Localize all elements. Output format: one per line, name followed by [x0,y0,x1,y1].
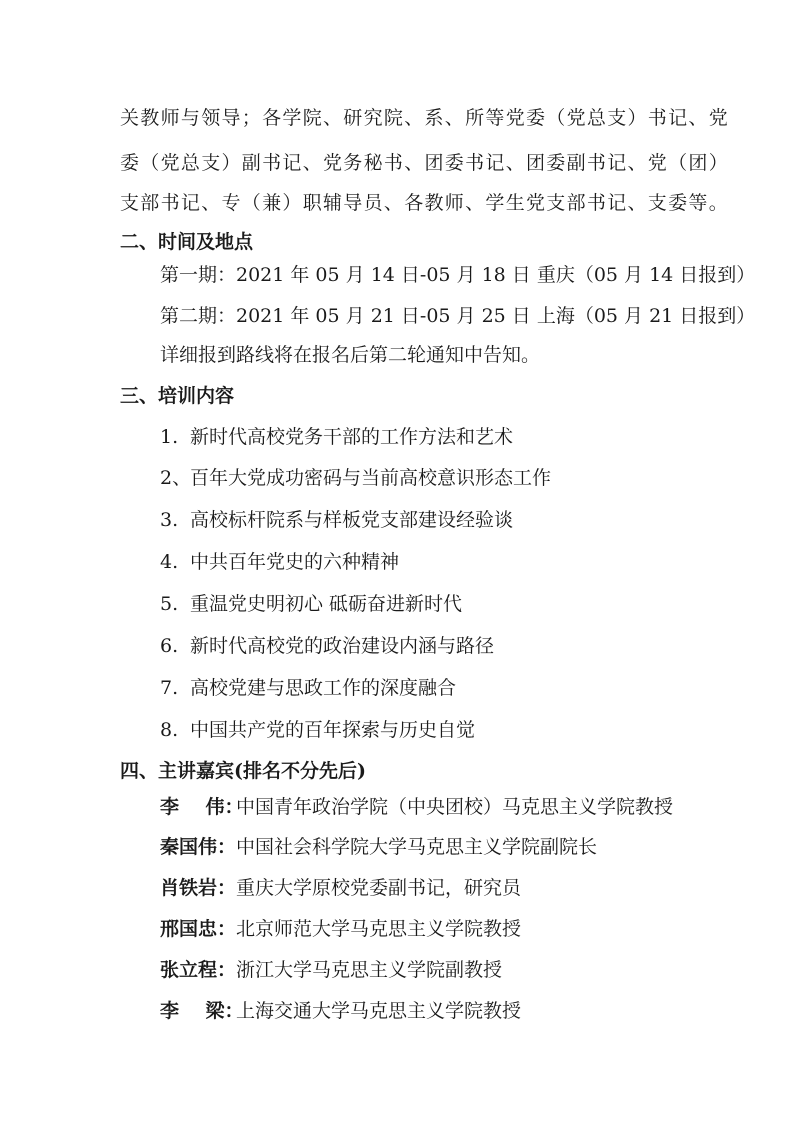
speaker-name: 李 梁： [160,1000,244,1022]
course-number: 3. [160,509,179,531]
speaker-row [160,835,597,859]
speaker-title: 重庆大学原校党委副书记，研究员 [236,877,522,899]
speaker-title: 中国社会科学院大学马克思主义学院副院长 [236,836,598,858]
course-item [160,550,399,574]
section-heading-time: 二、时间及地点 [120,231,254,253]
time-line-1: 第一期：2021 年 05 月 14 日-05 月 18 日 重庆（05 月 14 日报到） [160,264,756,286]
speaker-row [160,999,521,1023]
speaker-title: 北京师范大学马克思主义学院教授 [236,918,522,940]
section-heading-speakers: 四、主讲嘉宾(排名不分先后) [120,760,366,782]
intro-line-1: 关教师与领导；各学院、研究院、系、所等党委（党总支）书记、党 [120,107,730,129]
section-heading-content: 三、培训内容 [120,385,235,407]
speaker-title: 上海交通大学马克思主义学院教授 [236,1000,522,1022]
course-text: 高校标杆院系与样板党支部建设经验谈 [190,509,514,531]
course-text: 重温党史明初心 砥砺奋进新时代 [190,593,463,615]
course-item [160,676,456,700]
course-number: 7. [160,677,179,699]
course-number: 4. [160,551,179,573]
course-item [160,592,462,616]
course-text: 高校党建与思政工作的深度融合 [190,677,457,699]
speaker-name: 邢国忠： [160,918,237,940]
speaker-row [160,876,521,900]
course-item [160,718,475,742]
course-number: 8. [160,719,179,741]
course-text: 新时代高校党务干部的工作方法和艺术 [190,426,514,448]
time-line-3: 详细报到路线将在报名后第二轮通知中告知。 [160,344,541,366]
time-line-2: 第二期：2021 年 05 月 21 日-05 月 25 日 上海（05 月 21 日报到） [160,305,756,327]
course-item [160,425,513,449]
course-item [160,634,494,658]
course-number: 1. [160,426,179,448]
course-text: 新时代高校党的政治建设内涵与路径 [190,635,495,657]
course-text: 百年大党成功密码与当前高校意识形态工作 [190,467,552,489]
course-item [160,508,513,532]
speaker-name: 秦国伟： [160,836,237,858]
speaker-name: 李 伟： [160,796,244,818]
speaker-row [160,795,673,819]
speaker-title: 浙江大学马克思主义学院副教授 [236,959,503,981]
course-number: 6. [160,635,179,657]
course-text: 中国共产党的百年探索与历史自觉 [190,719,476,741]
course-number: 5. [160,593,179,615]
speaker-title: 中国青年政治学院（中央团校）马克思主义学院教授 [236,796,674,818]
course-number: 2、 [160,467,192,489]
speaker-name: 张立程： [160,959,237,981]
intro-line-2: 委（党总支）副书记、党务秘书、团委书记、团委副书记、党（团） [120,152,730,174]
speaker-row [160,958,502,982]
course-text: 中共百年党史的六种精神 [190,551,400,573]
course-item [160,466,551,490]
speaker-row [160,917,521,941]
speaker-name: 肖铁岩： [160,877,237,899]
intro-line-3: 支部书记、专（兼）职辅导员、各教师、学生党支部书记、支委等。 [120,192,730,214]
